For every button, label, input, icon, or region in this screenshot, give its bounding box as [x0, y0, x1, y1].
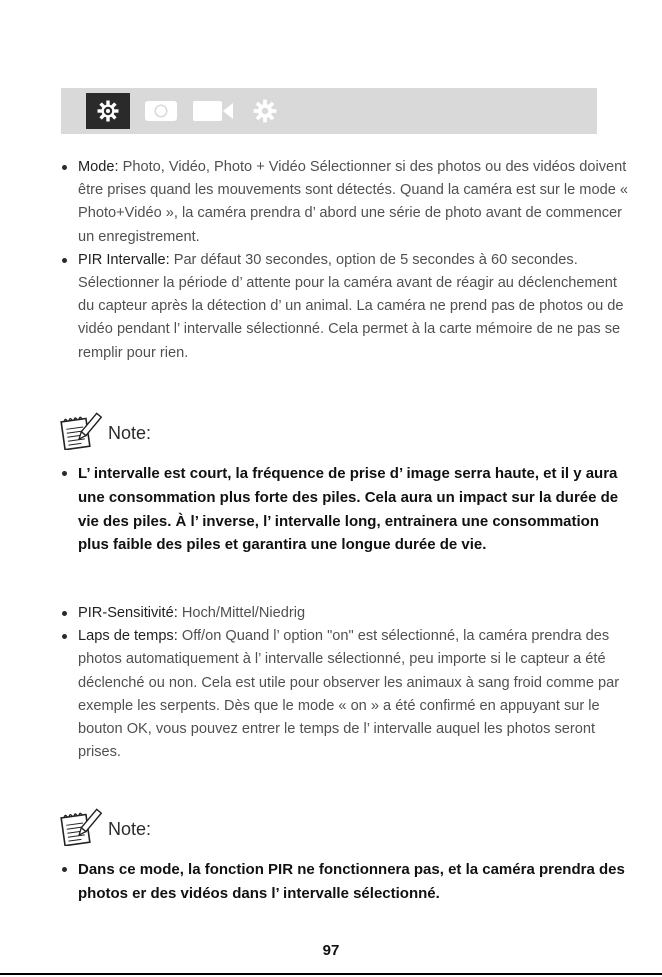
list-item: Dans ce mode, la fonction PIR ne fonctionnera pas, et la caméra prendra des photos er des vidéos dans l’ intervalle sélectionné. [60, 858, 630, 906]
item-label: PIR-Sensitivité: [78, 605, 178, 621]
note-content-2 [60, 858, 630, 906]
item-text: Off/on Quand l’ option "on" est sélectionné, la caméra prendra des photos automatiquement à l’ intervalle sélectionné, peu importe si le capteur a été déclenché ou non. Cela est utile pour observer les animaux à sang froid comme par exemple les serpents. Dès que le mode « on » a été confirmé en appuyant sur le bouton OK, vous pouvez entrer le temps de l’ intervalle auquel les photos seront prises. [78, 628, 620, 761]
list-item: L’ intervalle est court, la fréquence de prise d’ image serra haute, et il y aura une consommation plus forte des piles. Cela aura un impact sur la durée de vie des piles. À l’ inverse, l’ intervalle long, entrainera une consommation plus faible des piles et garantira une longue durée de vie. [60, 462, 630, 557]
list-item [60, 156, 630, 249]
tab-video[interactable] [191, 93, 235, 129]
settings-description-2 [60, 602, 630, 764]
note-heading [60, 412, 151, 455]
settings-description-1 [60, 156, 630, 365]
camera-icon [144, 100, 178, 122]
tab-photo[interactable] [139, 93, 183, 129]
note-label: Note: [108, 423, 152, 443]
notepad-pencil-icon [60, 412, 102, 455]
gear-icon [252, 98, 278, 124]
item-text: Par défaut 30 secondes, option de 5 secondes à 60 secondes. Sélectionner la période d’ attente pour la caméra avant de réagir au déclenchement du capteur après la détection d’ un animal. La caméra ne prend pas de photos ou de vidéo pendant l’ intervalle sélectionné. Cela permet à la carte mémoire de ne pas se remplir pour rien. [78, 251, 624, 361]
item-text: Photo, Vidéo, Photo + Vidéo Sélectionner si des photos ou des vidéos doivent être prises quand les mouvements sont détectés. Quand la caméra est sur le mode « Photo+Vidéo », la caméra prendra d’ abord une série de photo avant de commencer un enregistrement. [78, 159, 628, 245]
note-label: Note: [108, 819, 152, 839]
tab-motion-settings[interactable] [86, 93, 130, 129]
list-item [60, 625, 630, 764]
page-divider [0, 973, 662, 975]
item-label: Mode: [78, 159, 119, 175]
list-item [60, 249, 630, 365]
menu-icon-bar [61, 88, 597, 134]
list-item [60, 602, 630, 625]
item-label: Laps de temps: [78, 628, 178, 645]
note-heading [60, 808, 151, 851]
item-label: PIR Intervalle: [78, 251, 170, 268]
note-content-1 [60, 462, 630, 557]
tab-settings[interactable] [243, 93, 287, 129]
page-number: 97 [322, 942, 340, 959]
notepad-pencil-icon [60, 808, 102, 851]
item-text: Hoch/Mittel/Niedrig [177, 605, 306, 621]
video-camera-icon [192, 100, 234, 122]
gear-icon [96, 99, 120, 123]
